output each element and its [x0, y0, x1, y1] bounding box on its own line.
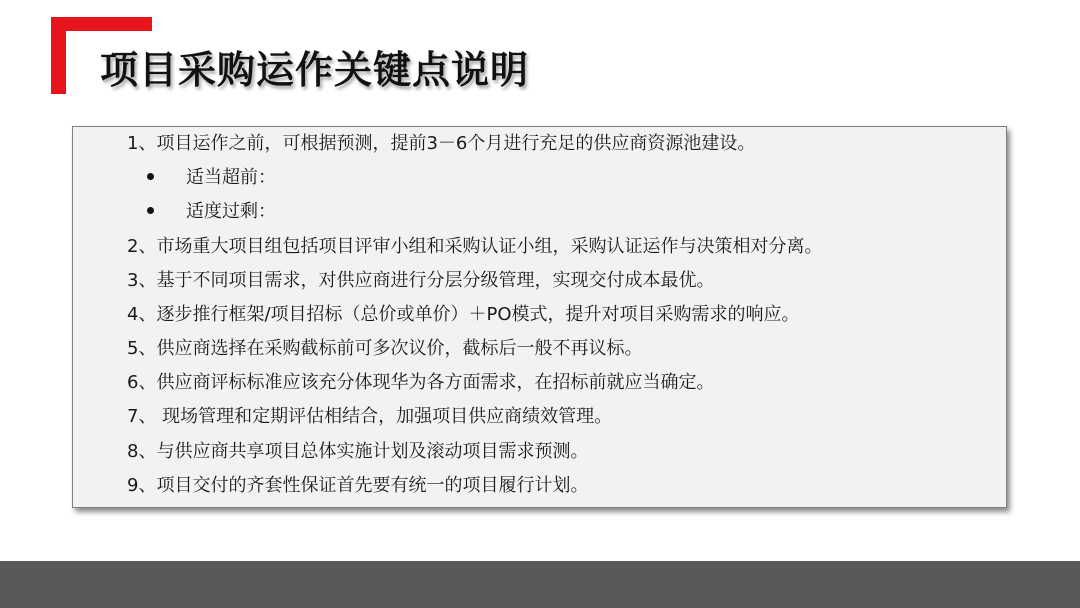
point-text: 2、市场重大项目组包括项目评审小组和采购认证小组，采购认证运作与决策相对分离。 [127, 236, 823, 257]
footer-bar [0, 561, 1080, 608]
sub-point-text: 适当超前： [186, 167, 276, 188]
point-text: 4、逐步推行框架/项目招标（总价或单价）＋PO模式，提升对项目采购需求的响应。 [127, 304, 800, 325]
point-text: 7、 现场管理和定期评估相结合，加强项目供应商绩效管理。 [127, 406, 613, 427]
sub-point-text: 适度过剩： [186, 201, 276, 222]
point-text: 6、供应商评标标准应该充分体现华为各方面需求，在招标前就应当确定。 [127, 372, 715, 393]
point-item [127, 264, 714, 298]
sub-point-item [147, 161, 276, 195]
point-text: 3、基于不同项目需求，对供应商进行分层分级管理，实现交付成本最优。 [127, 270, 715, 291]
point-item [127, 366, 714, 400]
point-item [127, 298, 800, 332]
slide-title: 项目采购运作关键点说明 [100, 48, 530, 92]
point-text: 9、项目交付的齐套性保证首先要有统一的项目履行计划。 [127, 475, 589, 496]
content-box [72, 126, 1007, 508]
point-item [127, 469, 588, 503]
point-text: 1、项目运作之前，可根据预测，提前3－6个月进行充足的供应商资源池建设。 [127, 133, 756, 154]
sub-point-item [147, 195, 276, 229]
bullet-dot-icon [147, 173, 154, 180]
point-item [127, 230, 822, 264]
point-item [127, 127, 755, 161]
point-text: 5、供应商选择在采购截标前可多次议价，截标后一般不再议标。 [127, 338, 643, 359]
bullet-dot-icon [147, 207, 154, 214]
point-item [127, 435, 588, 469]
point-item [127, 332, 642, 366]
point-text: 8、与供应商共享项目总体实施计划及滚动项目需求预测。 [127, 441, 589, 462]
point-item [127, 400, 612, 434]
